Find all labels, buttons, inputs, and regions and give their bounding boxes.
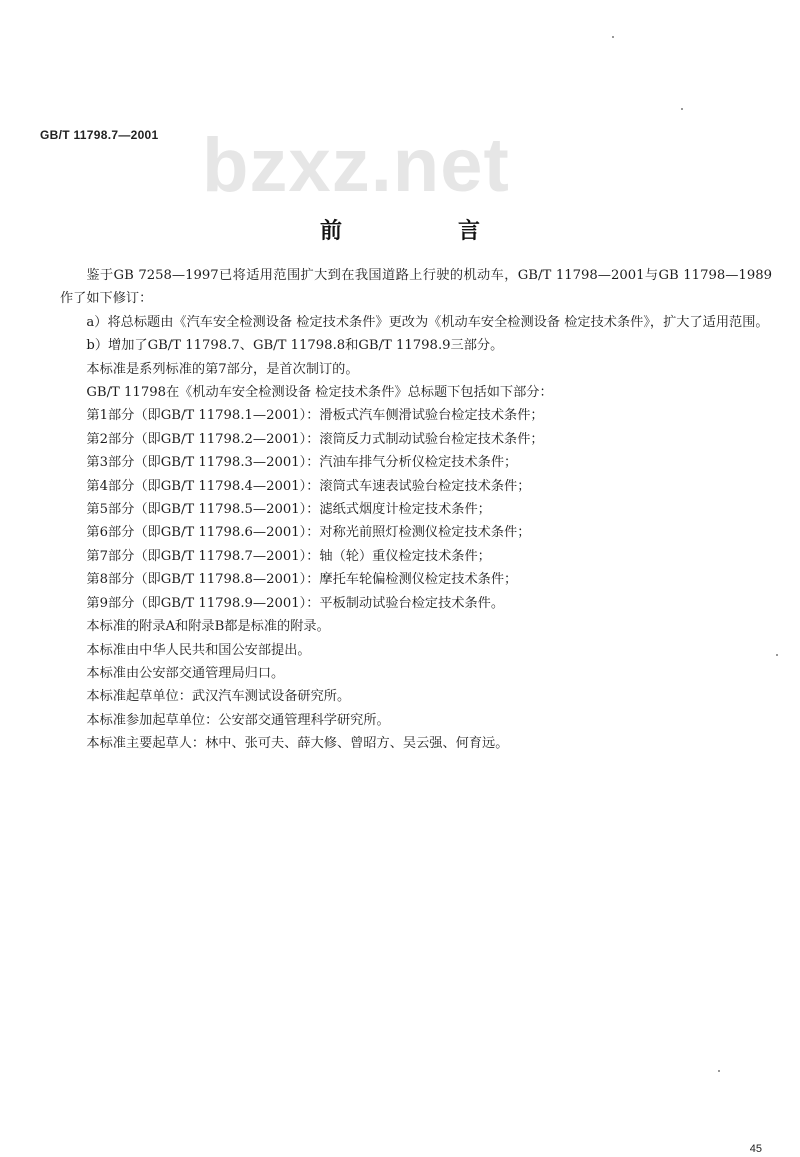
paragraph-series-intro: GB/T 11798在《机动车安全检测设备 检定技术条件》总标题下包括如下部分：	[86, 385, 553, 401]
list-item-part-9: 第9部分（即GB/T 11798.9—2001）：平板制动试验台检定技术条件。	[86, 595, 505, 611]
preface-title-char-2: 言	[457, 218, 480, 244]
paragraph-part-statement: 本标准是系列标准的第7部分，是首次制订的。	[86, 361, 359, 377]
list-item-part-7: 第7部分（即GB/T 11798.7—2001）：轴（轮）重仪检定技术条件；	[86, 548, 491, 564]
preface-title	[320, 214, 480, 245]
paragraph-administrator: 本标准由公安部交通管理局归口。	[86, 665, 285, 681]
preface-body	[60, 264, 772, 756]
list-item-part-5: 第5部分（即GB/T 11798.5—2001）：滤纸式烟度计检定技术条件；	[86, 502, 491, 518]
list-item-part-4: 第4部分（即GB/T 11798.4—2001）：滚筒式车速表试验台检定技术条件；	[86, 478, 531, 494]
list-item-part-3: 第3部分（即GB/T 11798.3—2001）：汽油车排气分析仪检定技术条件；	[86, 455, 518, 471]
list-item-part-2: 第2部分（即GB/T 11798.2—2001）：滚筒反力式制动试验台检定技术条件；	[86, 431, 544, 447]
scan-speck	[681, 108, 683, 110]
list-item-part-6: 第6部分（即GB/T 11798.6—2001）：对称光前照灯检测仪检定技术条件；	[86, 525, 531, 541]
list-item-part-8: 第8部分（即GB/T 11798.8—2001）：摩托车轮偏检测仪检定技术条件；	[86, 572, 518, 588]
paragraph-intro: 鉴于GB 7258—1997已将适用范围扩大到在我国道路上行驶的机动车，GB/T 11798—2001与GB 11798—1989作了如下修订：	[60, 268, 772, 307]
paragraph-participating-unit: 本标准参加起草单位：公安部交通管理科学研究所。	[86, 712, 390, 728]
scan-speck	[612, 36, 614, 38]
paragraph-appendix: 本标准的附录A和附录B都是标准的附录。	[86, 619, 330, 635]
scan-speck	[776, 654, 778, 656]
scan-speck	[718, 1070, 720, 1072]
paragraph-proposer: 本标准由中华人民共和国公安部提出。	[86, 642, 311, 658]
standard-code: GB/T 11798.7—2001	[40, 128, 159, 142]
page-number: 45	[749, 1143, 762, 1155]
preface-title-char-1: 前	[320, 218, 343, 244]
paragraph-drafters: 本标准主要起草人：林中、张可夫、薛大修、曾昭方、吴云强、何育远。	[86, 736, 509, 752]
paragraph-revision-a: a）将总标题由《汽车安全检测设备 检定技术条件》更改为《机动车安全检测设备 检定技术条件》，扩大了适用范围。	[86, 314, 769, 330]
list-item-part-1: 第1部分（即GB/T 11798.1—2001）：滑板式汽车侧滑试验台检定技术条件；	[86, 408, 544, 424]
paragraph-drafting-unit: 本标准起草单位：武汉汽车测试设备研究所。	[86, 689, 351, 705]
watermark: bzxz.net	[202, 123, 510, 208]
paragraph-revision-b: b）增加了GB/T 11798.7、GB/T 11798.8和GB/T 11798.9三部分。	[86, 338, 504, 354]
